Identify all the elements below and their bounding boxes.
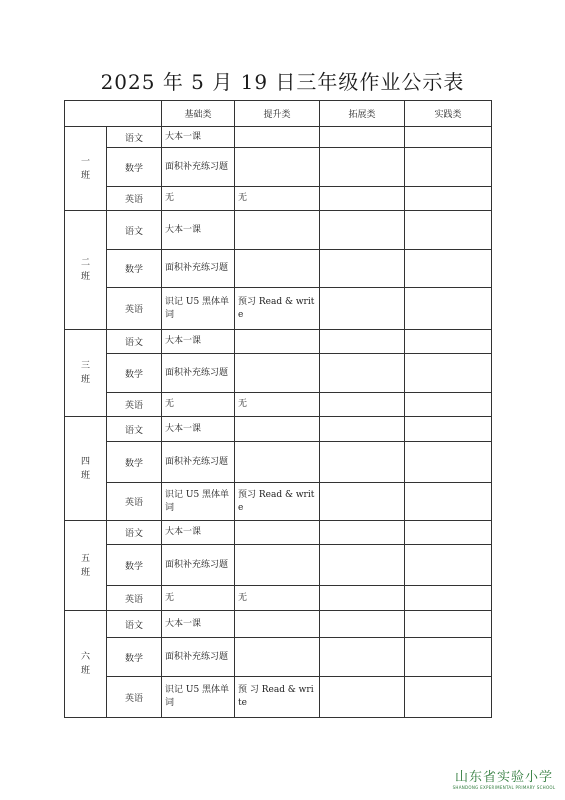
header-advanced: 提升类 [235,101,320,127]
subject-cell: 语文 [107,127,162,148]
class-number: 五 [80,553,90,564]
subject-cell: 语文 [107,330,162,354]
practice-cell [405,127,492,148]
page-title: 2025 年 5 月 19 日三年级作业公示表 [100,70,465,94]
class-name-cell [65,417,107,521]
table-row [65,586,492,611]
extended-cell [320,442,405,483]
advanced-cell [235,148,320,187]
basic-cell: 面积补充练习题 [162,545,235,586]
class-name-cell [65,127,107,211]
basic-cell: 识记 U5 黑体单词 [162,483,235,521]
subject-cell: 英语 [107,393,162,417]
table-row [65,442,492,483]
header-row [65,101,492,127]
table-row [65,677,492,718]
basic-cell: 识记 U5 黑体单词 [162,288,235,330]
header-extended: 拓展类 [320,101,405,127]
basic-cell: 大本一课 [162,330,235,354]
subject-cell: 语文 [107,521,162,545]
extended-cell [320,521,405,545]
basic-cell: 面积补充练习题 [162,250,235,288]
advanced-cell [235,354,320,393]
advanced-cell [235,417,320,442]
class-number: 四 [80,456,90,467]
basic-cell: 大本一课 [162,521,235,545]
advanced-cell [235,330,320,354]
advanced-cell: 无 [235,393,320,417]
basic-cell: 无 [162,393,235,417]
advanced-cell [235,611,320,638]
class-number: 二 [80,258,90,268]
practice-cell [405,393,492,417]
extended-cell [320,611,405,638]
practice-cell [405,677,492,718]
basic-cell: 大本一课 [162,611,235,638]
practice-cell [405,330,492,354]
extended-cell [320,250,405,288]
class-name-cell [65,330,107,417]
subject-cell: 数学 [107,250,162,288]
subject-cell: 语文 [107,611,162,638]
table-row [65,611,492,638]
advanced-cell [235,250,320,288]
school-logo [449,766,559,790]
extended-cell [320,417,405,442]
basic-cell: 识记 U5 黑体单词 [162,677,235,718]
table-row [65,187,492,211]
practice-cell [405,545,492,586]
class-name-cell [65,611,107,718]
extended-cell [320,330,405,354]
basic-cell: 面积补充练习题 [162,148,235,187]
class-number: 一 [80,156,90,167]
practice-cell [405,417,492,442]
class-suffix: 班 [80,666,90,676]
advanced-cell [235,442,320,483]
subject-cell: 数学 [107,148,162,187]
subject-cell: 英语 [107,483,162,521]
advanced-cell [235,127,320,148]
advanced-cell: 预习 Read & write [235,288,320,330]
basic-cell: 无 [162,586,235,611]
advanced-cell: 预习 Read & write [235,483,320,521]
practice-cell [405,187,492,211]
extended-cell [320,148,405,187]
practice-cell [405,483,492,521]
class-suffix: 班 [80,470,90,481]
practice-cell [405,611,492,638]
extended-cell [320,483,405,521]
table-row [65,354,492,393]
logo-cn: 山东省实验小学 [454,770,553,785]
class-suffix: 班 [80,272,90,282]
extended-cell [320,187,405,211]
practice-cell [405,521,492,545]
table-row [65,417,492,442]
table-row [65,148,492,187]
table-row [65,521,492,545]
table-row [65,250,492,288]
class-suffix: 班 [80,567,90,578]
class-name-cell [65,211,107,330]
extended-cell [320,127,405,148]
table-row [65,211,492,250]
extended-cell [320,545,405,586]
table-row [65,393,492,417]
homework-table [64,100,492,718]
basic-cell: 大本一课 [162,211,235,250]
subject-cell: 英语 [107,288,162,330]
extended-cell [320,586,405,611]
advanced-cell [235,545,320,586]
table-row [65,288,492,330]
logo-en: SHANDONG EXPERIMENTAL PRIMARY SCHOOL [452,785,556,790]
table-row [65,545,492,586]
table-row [65,483,492,521]
class-suffix: 班 [80,170,90,181]
subject-cell: 英语 [107,677,162,718]
extended-cell [320,211,405,250]
practice-cell [405,148,492,187]
practice-cell [405,354,492,393]
extended-cell [320,638,405,677]
practice-cell [405,288,492,330]
class-name-cell [65,521,107,611]
subject-cell: 数学 [107,638,162,677]
practice-cell [405,211,492,250]
practice-cell [405,250,492,288]
subject-cell: 数学 [107,354,162,393]
subject-cell: 语文 [107,211,162,250]
extended-cell [320,288,405,330]
class-suffix: 班 [80,375,90,385]
basic-cell: 大本一课 [162,417,235,442]
advanced-cell [235,521,320,545]
subject-cell: 数学 [107,442,162,483]
advanced-cell: 预 习 Read & write [235,677,320,718]
table-body [65,127,492,718]
class-number: 三 [80,361,90,371]
class-number: 六 [80,652,90,662]
extended-cell [320,393,405,417]
extended-cell [320,677,405,718]
table-row [65,127,492,148]
table-row [65,330,492,354]
table-row [65,638,492,677]
basic-cell: 无 [162,187,235,211]
advanced-cell: 无 [235,187,320,211]
advanced-cell: 无 [235,586,320,611]
header-basic: 基础类 [162,101,235,127]
basic-cell: 面积补充练习题 [162,354,235,393]
subject-cell: 英语 [107,187,162,211]
practice-cell [405,442,492,483]
practice-cell [405,586,492,611]
header-practice: 实践类 [405,101,492,127]
subject-cell: 英语 [107,586,162,611]
extended-cell [320,354,405,393]
basic-cell: 大本一课 [162,127,235,148]
advanced-cell [235,211,320,250]
subject-cell: 数学 [107,545,162,586]
practice-cell [405,638,492,677]
advanced-cell [235,638,320,677]
subject-cell: 语文 [107,417,162,442]
basic-cell: 面积补充练习题 [162,638,235,677]
header-corner [65,101,162,127]
basic-cell: 面积补充练习题 [162,442,235,483]
